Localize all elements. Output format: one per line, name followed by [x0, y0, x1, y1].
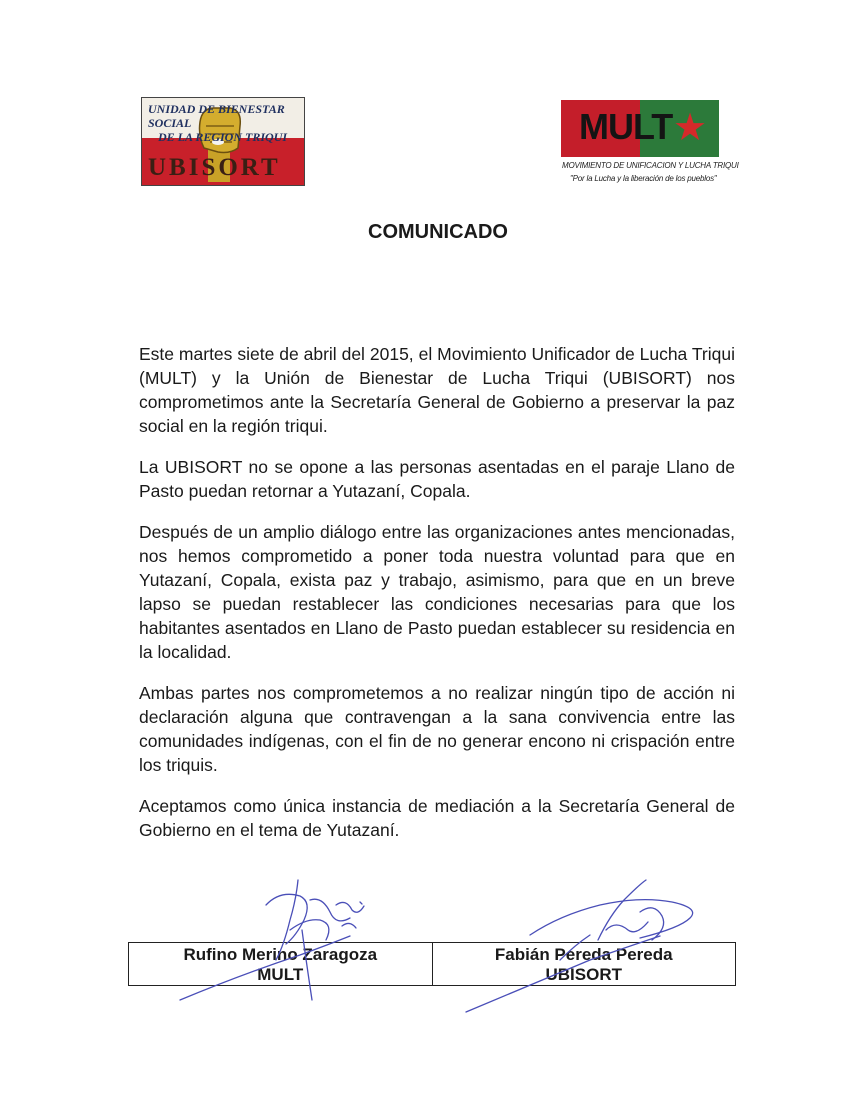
paragraph: Ambas partes nos comprometemos a no realizar ningún tipo de acción ni declaración alguna que contravengan a la sana convivencia entre las comunidades indígenas, con el fin de no generar encono ni crispación entre los triquis. — [139, 683, 735, 775]
signatory-org: UBISORT — [545, 965, 622, 984]
signatory-org: MULT — [257, 965, 304, 984]
document-body — [139, 342, 735, 859]
mult-motto: "Por la Lucha y la liberación de los pueblos" — [570, 174, 717, 183]
paragraph: Después de un amplio diálogo entre las organizaciones antes mencionadas, nos hemos comprometido a poner toda nuestra voluntad para que en Yutazaní, Copala, exista paz y trabajo, asimismo, para que en un breve lapso se puedan restablecer las condiciones necesarias para que los habitantes asentados en Llano de Pasto puedan establecer su residencia en la localidad. — [139, 522, 735, 662]
mult-subtitle: MOVIMIENTO DE UNIFICACION Y LUCHA TRIQUI — [562, 161, 739, 170]
ubisort-logo-script — [148, 102, 304, 144]
signatory-name: Rufino Merino Zaragoza — [183, 945, 378, 964]
paragraph: Este martes siete de abril del 2015, el Movimiento Unificador de Lucha Triqui (MULT) y la Unión de Bienestar de Lucha Triqui (UBISORT) nos comprometimos ante la Secretaría General de Gobierno a preservar la paz social en la región triqui. — [139, 344, 735, 436]
signatory-name: Fabián Pereda Pereda — [494, 945, 673, 964]
signatory-mult — [129, 943, 432, 985]
signature-table — [128, 942, 736, 986]
ubisort-script-line1: UNIDAD DE BIENESTAR SOCIAL — [148, 102, 285, 130]
paragraph: La UBISORT no se opone a las personas asentadas en el paraje Llano de Pasto puedan retornar a Yutazaní, Copala. — [139, 457, 735, 501]
ubisort-script-line2: DE LA REGION TRIQUI — [158, 130, 288, 144]
star-icon: ★ — [673, 107, 708, 149]
ubisort-wordmark: UBISORT — [148, 154, 281, 181]
document-title: COMUNICADO — [368, 221, 508, 243]
paragraph: Aceptamos como única instancia de mediación a la Secretaría General de Gobierno en el tema de Yutazaní. — [139, 796, 735, 840]
mult-wordmark: MULT — [579, 106, 673, 147]
signatory-ubisort — [432, 943, 736, 985]
ubisort-logo — [141, 97, 305, 186]
mult-logo — [561, 100, 719, 157]
